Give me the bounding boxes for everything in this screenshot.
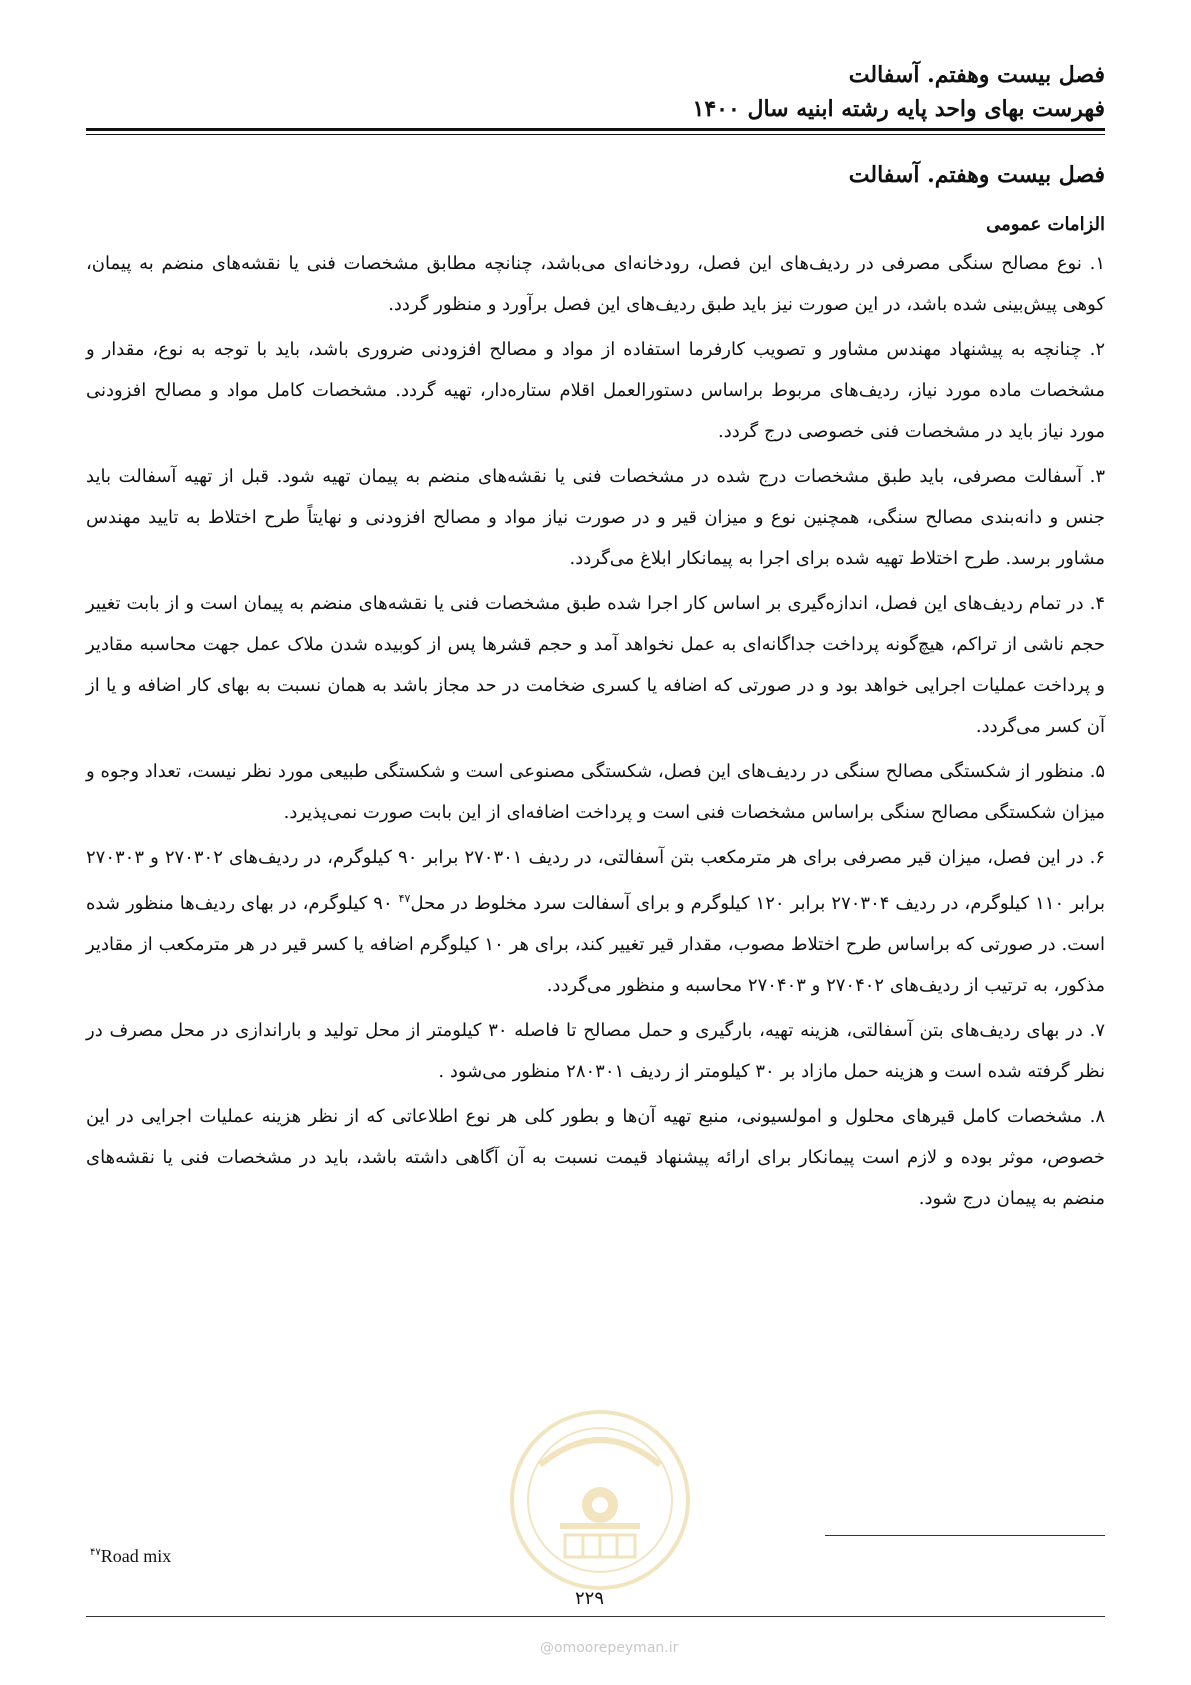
footnote-reference[interactable]: ۴۷ [398,892,411,905]
footer-rule [86,1616,1105,1617]
paragraph-6-part-a: ۶. در این فصل، میزان قیر مصرفی برای هر مترمکعب بتن آسفالتی، در ردیف ۲۷۰۳۰۱ برابر ۹۰ کیلوگرم، در ردیف‌های ۲۷۰۳۰۲ و ۲۷۰۳۰۳ برابر ۱۱۰ کیلوگرم، در ردیف ۲۷۰۳۰۴ برابر ۱۲۰ کیلوگرم و برای آسفالت سرد مخلوط در محل [86,847,1106,914]
watermark-seal-icon [505,1405,695,1595]
header-price-list: فهرست بهای واحد پایه رشته ابنیه سال ۱۴۰۰ [692,96,1105,122]
footnote [90,1546,171,1567]
paragraph-6 [86,837,1105,1006]
paragraph-1: ۱. نوع مصالح سنگی مصرفی در ردیف‌های این فصل، رودخانه‌ای می‌باشد، چنانچه مطابق مشخصات فنی یا نقشه‌های منضم به پیمان، کوهی پیش‌بینی شده باشد، در این صورت نیز باید طبق ردیف‌های این فصل برآورد و منظور گردد. [86,253,1105,315]
paragraph-2: ۲. چنانچه به پیشنهاد مهندس مشاور و تصویب کارفرما استفاده از مواد و مصالح افزودنی ضروری باشد، باید با توجه به نوع، مقدار و مشخصات ماده مورد نیاز، ردیف‌های مربوط براساس دستورالعمل اقلام ستاره‌دار، تهیه گردد. مشخصات کامل مواد و مصالح افزودنی مورد نیاز باید در مشخصات فنی خصوصی درج گردد. [86,339,1105,442]
paragraph-5: ۵. منظور از شکستگی مصالح سنگی در ردیف‌های این فصل، شکستگی مصنوعی است و شکستگی طبیعی مورد نظر نیست، تعداد وجوه و میزان شکستگی مصالح سنگی براساس مشخصات فنی است و پرداخت اضافه‌ای از این بابت صورت نمی‌پذیرد. [86,761,1105,823]
paragraph-7: ۷. در بهای ردیف‌های بتن آسفالتی، هزینه تهیه، بارگیری و حمل مصالح تا فاصله ۳۰ کیلومتر از محل تولید و باراندازی در محل مصرف در نظر گرفته شده است و هزینه حمل مازاد بر ۳۰ کیلومتر از ردیف ۲۸۰۳۰۱ منظور می‌شود . [86,1020,1105,1082]
chapter-title: فصل بیست وهفتم. آسفالت [848,162,1105,188]
footnote-number: ۴۷ [90,1547,101,1558]
header-rule-thin [86,134,1105,135]
footnote-text: Road mix [100,1546,172,1566]
main-content [86,162,1105,1223]
footnote-rule [825,1535,1105,1536]
section-title: الزامات عمومی [986,214,1105,235]
running-header [693,58,1105,126]
header-chapter: فصل بیست وهفتم. آسفالت [848,62,1105,88]
page-number: ۲۲۹ [575,1588,605,1609]
paragraph-8: ۸. مشخصات کامل قیرهای محلول و امولسیونی، منبع تهیه آن‌ها و بطور کلی هر نوع اطلاعاتی که از نظر هزینه عملیات اجرایی در این خصوص، موثر بوده و لازم است پیمانکار برای ارائه پیشنهاد قیمت نسبت به آن آگاهی داشته باشد، باید در مشخصات فنی یا نقشه‌های منضم به پیمان درج شود. [86,1106,1105,1209]
paragraph-6-part-b: ۹۰ کیلوگرم، در بهای ردیف‌ها منظور شده است. در صورتی که براساس طرح اختلاط مصوب، مقدار قیر تغییر کند، برای هر ۱۰ کیلوگرم اضافه یا کسر قیر در هر مترمکعب از مقادیر مذکور، به ترتیب از ردیف‌های ۲۷۰۴۰۲ و ۲۷۰۴۰۳ محاسبه و منظور می‌گردد. [86,893,1106,996]
paragraph-4: ۴. در تمام ردیف‌های این فصل، اندازه‌گیری بر اساس کار اجرا شده طبق مشخصات فنی یا نقشه‌های منضم به پیمان است و از بابت تغییر حجم ناشی از تراکم، هیچ‌گونه پرداخت جداگانه‌ای به عمل نخواهد آمد و حجم قشرها پس از کوبیده شدن ملاک عمل جهت محاسبه مقادیر و پرداخت عملیات اجرایی خواهد بود و در صورتی که اضافه یا کسری ضخامت در حد مجاز باشد به همان نسبت به بهای کار اضافه و یا از آن کسر می‌گردد. [86,593,1105,737]
header-rule-thick [86,128,1105,131]
watermark-site-text: @omoorepeyman.ir [540,1640,679,1656]
paragraph-3: ۳. آسفالت مصرفی، باید طبق مشخصات درج شده در مشخصات فنی یا نقشه‌های منضم به پیمان تهیه شود. قبل از تهیه آسفالت باید جنس و دانه‌بندی مصالح سنگی، همچنین نوع و میزان قیر و در صورت نیاز مواد و مصالح افزودنی و نهایتاً طرح اختلاط به تایید مهندس مشاور برسد. طرح اختلاط تهیه شده برای اجرا به پیمانکار ابلاغ می‌گردد. [86,466,1105,569]
